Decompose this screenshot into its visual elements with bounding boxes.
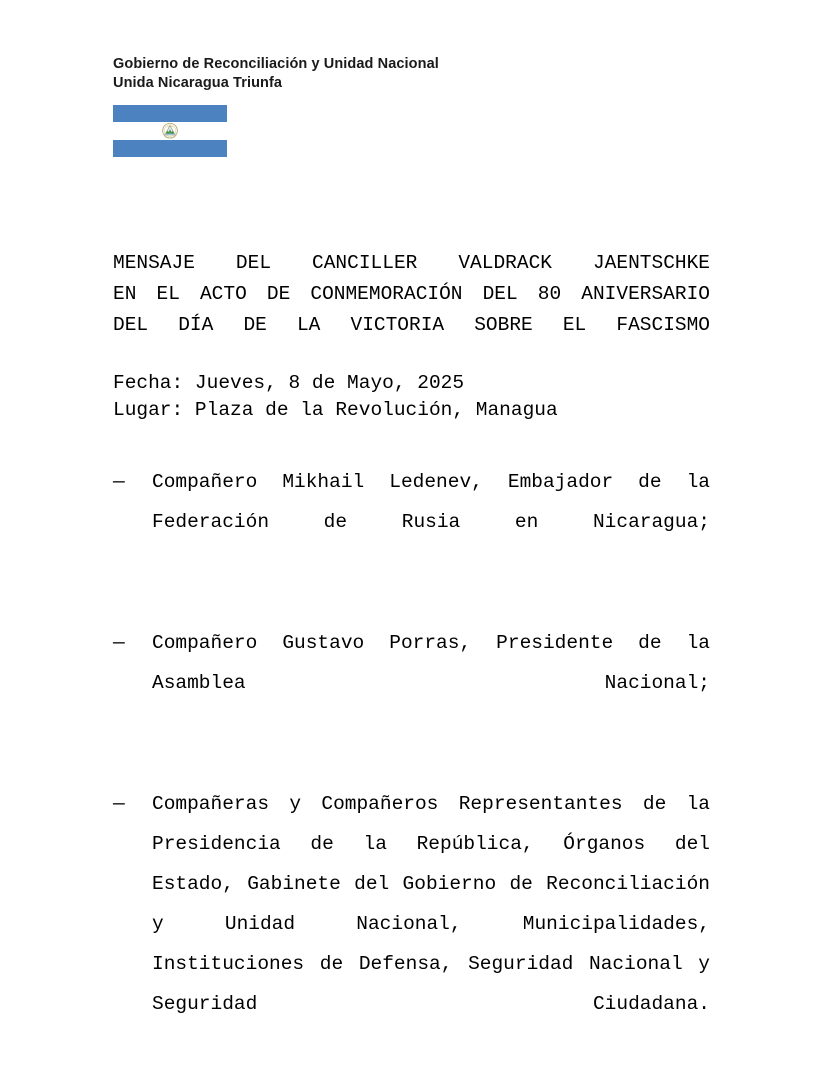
event-details: [113, 370, 710, 424]
list-item: [113, 784, 710, 1064]
title-line-1: MENSAJE DEL CANCILLER VALDRACK JAENTSCHKE: [113, 252, 710, 274]
nicaragua-flag-icon: [113, 105, 227, 157]
flag-stripe-top: [113, 105, 227, 122]
letterhead-line-2: Unida Nicaragua Triunfa: [113, 75, 283, 91]
letterhead-line-1: Gobierno de Reconciliación y Unidad Nacional: [113, 56, 439, 72]
title-line-3: DEL DÍA DE LA VICTORIA SOBRE EL FASCISMO: [113, 314, 710, 336]
list-item: [113, 462, 710, 582]
bullet-dash-icon: —: [113, 793, 125, 815]
flag-stripe-bottom: [113, 140, 227, 157]
nicaragua-coat-of-arms-icon: [161, 122, 179, 139]
bullet-dash-icon: —: [113, 632, 125, 654]
event-date: Fecha: Jueves, 8 de Mayo, 2025: [113, 372, 465, 394]
attendee-list: [113, 462, 710, 1064]
list-item-text: Compañero Gustavo Porras, Presidente de la Asamblea Nacional;: [152, 632, 710, 694]
list-item-text: Compañeras y Compañeros Representantes de la Presidencia de la República, Órganos del Estado, Gabinete del Gobierno de Reconciliación y Unidad Nacional, Municipalidades, Instituciones de Defensa, Seguridad Nacional y Seguridad Ciudadana.: [152, 793, 710, 1015]
document-title: [113, 248, 710, 341]
letterhead: [113, 55, 733, 93]
list-item-text: Compañero Mikhail Ledenev, Embajador de la Federación de Rusia en Nicaragua;: [152, 471, 710, 533]
list-item: [113, 623, 710, 743]
event-location: Lugar: Plaza de la Revolución, Managua: [113, 399, 558, 421]
title-line-2: EN EL ACTO DE CONMEMORACIÓN DEL 80 ANIVERSARIO: [113, 283, 710, 305]
bullet-dash-icon: —: [113, 471, 125, 493]
